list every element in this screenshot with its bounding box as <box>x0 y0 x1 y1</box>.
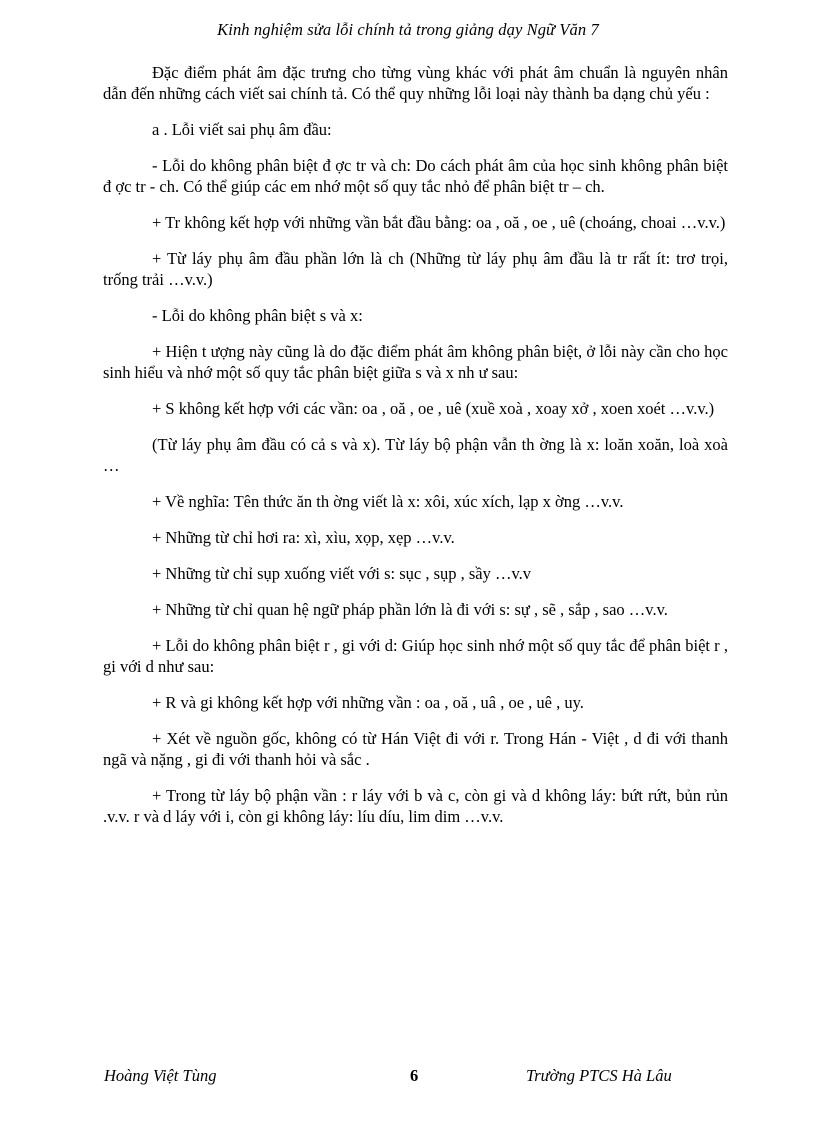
paragraph: + Từ láy phụ âm đầu phần lớn là ch (Những từ láy phụ âm đầu là tr rất ít: trơ trọi, trống trải …v.v.) <box>103 249 728 289</box>
paragraph: + Lỗi do không phân biệt r , gi với d: Giúp học sinh nhớ một số quy tắc để phân biệt r , gi với d như sau: <box>103 636 728 676</box>
paragraph: + S không kết hợp với các vần: oa , oă , oe , uê (xuề xoà , xoay xở , xoen xoét …v.v.) <box>152 399 715 418</box>
paragraph: + Xét về nguồn gốc, không có từ Hán Việt đi với r. Trong Hán - Việt , d đi với thanh ngã và nặng , gi đi với thanh hỏi và sắc . <box>103 729 728 769</box>
document-body <box>103 62 728 842</box>
paragraph: Đặc điểm phát âm đặc trưng cho từng vùng khác với phát âm chuẩn là nguyên nhân dẫn đến những cách viết sai chính tả. Có thể quy những lỗi loại này thành ba dạng chủ yếu : <box>103 63 728 103</box>
paragraph: + Những từ chỉ hơi ra: xì, xìu, xọp, xẹp …v.v. <box>152 528 455 547</box>
paragraph: + Những từ chỉ quan hệ ngữ pháp phần lớn là đi với s: sự , sẽ , sắp , sao …v.v. <box>152 600 668 619</box>
paragraph: + Những từ chỉ sụp xuống viết với s: sục , sụp , sầy …v.v <box>152 564 532 583</box>
page-number: 6 <box>410 1066 419 1085</box>
footer-author: Hoàng Việt Tùng <box>104 1066 217 1085</box>
paragraph: + Về nghĩa: Tên thức ăn th ờng viết là x: xôi, xúc xích, lạp x ờng …v.v. <box>152 492 624 511</box>
section-heading: a . Lỗi viết sai phụ âm đầu: <box>152 120 332 139</box>
paragraph: + R và gi không kết hợp với những vần : oa , oă , uâ , oe , uê , uy. <box>152 693 584 712</box>
paragraph: + Hiện t ượng này cũng là do đặc điểm phát âm không phân biệt, ở lỗi này cần cho học sinh hiểu và nhớ một số quy tắc phân biệt giữa s và x nh ư sau: <box>103 342 728 382</box>
page-header <box>0 20 816 40</box>
page-footer <box>0 1066 816 1090</box>
paragraph: - Lỗi do không phân biệt đ ợc tr và ch: Do cách phát âm của học sinh không phân biệt đ ợc tr - ch. Có thể giúp các em nhớ một số quy tắc nhỏ để phân biệt tr – ch. <box>103 156 728 196</box>
footer-school: Trường PTCS Hà Lâu <box>526 1066 672 1085</box>
paragraph: (Từ láy phụ âm đầu có cả s và x). Từ láy bộ phận vẫn th ờng là x: loăn xoăn, loà xoà … <box>103 435 728 475</box>
paragraph: - Lỗi do không phân biệt s và x: <box>152 306 363 325</box>
header-title: Kinh nghiệm sửa lỗi chính tả trong giảng dạy Ngữ Văn 7 <box>217 20 599 39</box>
paragraph: + Tr không kết hợp với những vần bắt đầu bằng: oa , oă , oe , uê (choáng, choai …v.v.) <box>152 213 726 232</box>
paragraph: + Trong từ láy bộ phận vần : r láy với b và c, còn gi và d không láy: bứt rứt, bủn rủn .v.v. r và d láy với i, còn gi không láy: líu díu, lim dim …v.v. <box>103 786 728 826</box>
